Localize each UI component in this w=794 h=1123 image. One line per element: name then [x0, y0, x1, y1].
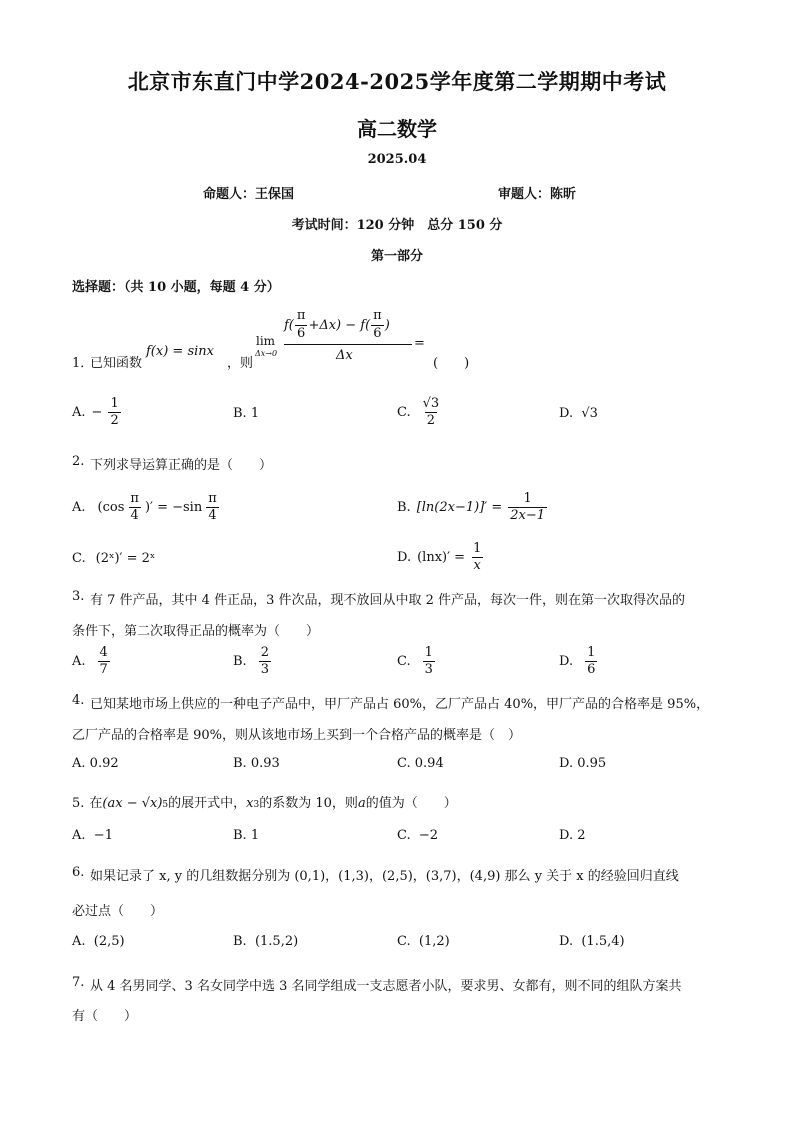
- question-7-line-1: 从 4 名男同学、3 名女同学中选 3 名同学组成一支志愿者小队，要求男、女都有，则不同的组队方案共: [90, 979, 682, 994]
- question-1-option-d[interactable]: D. √3: [559, 406, 598, 421]
- question-6-option-b[interactable]: B. (1.5,2): [233, 934, 299, 949]
- question-5-option-d[interactable]: D. 2: [559, 828, 586, 843]
- question-2-stem: 下列求导运算正确的是（ ）: [90, 458, 273, 473]
- question-3-option-a[interactable]: A. $\frac{4}{7}$: [72, 645, 108, 678]
- question-2-option-d[interactable]: D. (lnx)′ = $\frac{1}{x}$: [397, 541, 482, 574]
- section-heading: 选择题：（共 10 小题，每题 4 分）: [72, 280, 280, 295]
- question-3-line-1: 有 7 件产品，其中 4 件正品，3 件次品，现不放回从中取 2 件产品，每次一件，则在第一次取得次品的: [90, 593, 686, 608]
- question-1-lim-numerator: f( $\frac{\pi}{6}$ +Δx) − f( $\frac{\pi}{6}$ ): [284, 308, 390, 341]
- question-3-option-b[interactable]: B. $\frac{2}{3}$: [233, 645, 269, 678]
- question-3-option-c[interactable]: C. $\frac{1}{3}$: [397, 645, 433, 678]
- question-6-option-d[interactable]: D. (1.5,4): [559, 934, 625, 949]
- question-6-line-1: 如果记录了 x, y 的几组数据分别为 (0,1)，(1,3)，(2,5)，(3,7)，(4,9) 那么 y 关于 x 的经验回归直线: [90, 869, 679, 884]
- question-4-option-d[interactable]: D. 0.95: [559, 756, 607, 771]
- setter: 命题人：王保国: [203, 187, 295, 202]
- question-1-fraction-bar: [284, 344, 412, 345]
- question-3-line-2: 条件下，第二次取得正品的概率为（ ）: [72, 624, 320, 639]
- question-5-option-c[interactable]: C. −2: [397, 828, 439, 843]
- question-1-stem-pre: 已知函数: [90, 356, 143, 371]
- question-7-line-2: 有（ ）: [72, 1009, 138, 1024]
- question-4-option-c[interactable]: C. 0.94: [397, 756, 444, 771]
- question-5-stem: 5. 在 (ax − √x) 5 的展开式中， x 3 的系数为 10，则 a 的值为（ ）: [72, 796, 457, 811]
- question-3-option-d[interactable]: D. $\frac{1}{6}$: [559, 645, 596, 678]
- question-6-number: 6.: [72, 865, 85, 880]
- question-7-number: 7.: [72, 975, 85, 990]
- exam-duration: 考试时间：120 分钟 总分 150 分: [291, 218, 503, 233]
- question-2-option-a[interactable]: A. (cos $\frac{\pi}{4}$ )′ = −sin $\frac{\pi}{4}$: [72, 491, 217, 524]
- question-4-option-b[interactable]: B. 0.93: [233, 756, 280, 771]
- question-5-option-a[interactable]: A. −1: [72, 828, 113, 843]
- question-6-line-2: 必过点（ ）: [72, 904, 164, 919]
- question-1-lim: lim: [256, 334, 276, 348]
- question-1-function: f(x) = sinx: [146, 344, 214, 359]
- question-4-line-1: 已知某地市场上供应的一种电子产品中，甲厂产品占 60%，乙厂产品占 40%，甲厂产品的合格率是 95%，: [90, 697, 710, 712]
- question-6-option-a[interactable]: A. (2,5): [72, 934, 125, 949]
- question-1-lim-sub: Δx→0: [255, 349, 278, 358]
- question-1-number: 1．: [72, 356, 94, 371]
- question-4-line-2: 乙厂产品的合格率是 90%，则从该地市场上买到一个合格产品的概率是（ ）: [72, 728, 522, 743]
- reviewer: 审题人：陈昕: [498, 187, 577, 202]
- question-1-blank: ( ): [433, 356, 470, 371]
- question-1-option-b[interactable]: B. 1: [233, 406, 260, 421]
- question-4-number: 4.: [72, 693, 85, 708]
- question-2-option-c[interactable]: C. (2ˣ)′ = 2ˣ: [72, 551, 156, 566]
- question-3-number: 3.: [72, 589, 85, 604]
- question-5-option-b[interactable]: B. 1: [233, 828, 260, 843]
- question-1-lim-denominator: Δx: [336, 348, 353, 363]
- exam-title: 北京市东直门中学2024-2025学年度第二学期期中考试: [127, 69, 667, 94]
- question-1-option-c[interactable]: C. $\frac{√3}{2}$: [397, 396, 440, 429]
- question-2-option-b[interactable]: B. [ln(2x−1)]′ = $\frac{1}{2x-1}$: [397, 491, 546, 524]
- question-1-option-a[interactable]: A. − $\frac{1}{2}$: [72, 396, 119, 429]
- question-1-stem-mid: ，则: [227, 356, 254, 371]
- part-heading: 第一部分: [370, 249, 423, 264]
- question-1-equals: =: [414, 336, 425, 351]
- question-4-option-a[interactable]: A. 0.92: [72, 756, 119, 771]
- question-6-option-c[interactable]: C. (1,2): [397, 934, 450, 949]
- exam-subject: 高二数学: [357, 117, 437, 141]
- exam-date: 2025.04: [367, 152, 427, 167]
- question-2-number: 2.: [72, 454, 85, 469]
